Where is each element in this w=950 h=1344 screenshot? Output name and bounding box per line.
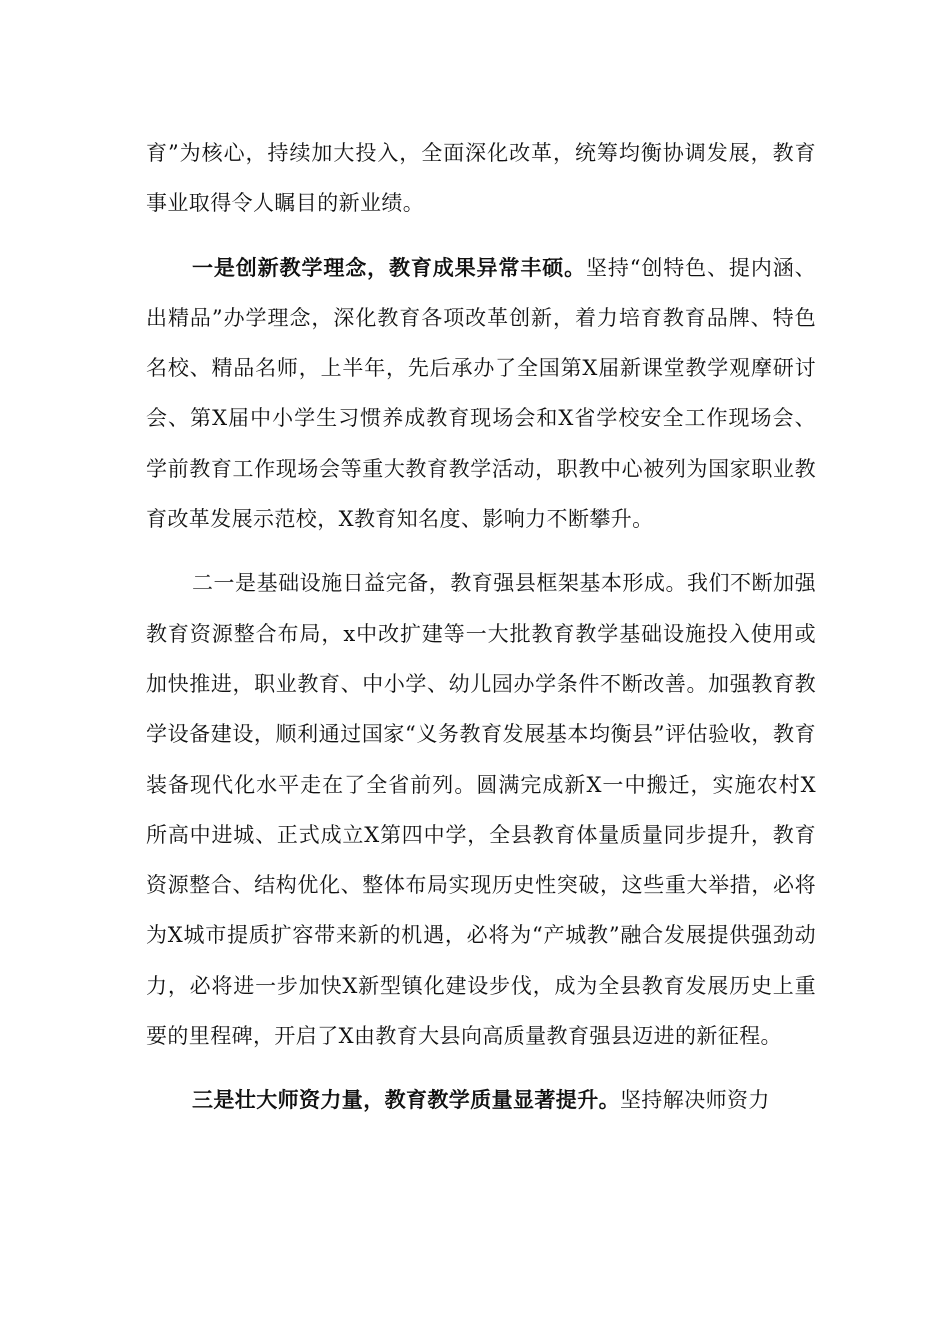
paragraph-teaching-concept — [146, 243, 816, 545]
paragraph-infrastructure — [146, 558, 816, 1061]
paragraph-continuation — [146, 128, 816, 229]
paragraph-teaching-staff — [146, 1075, 816, 1125]
paragraph-text: 二一是基础设施日益完备，教育强县框架基本形成。我们不断加强教育资源整合布局，x中改扩建等一大批教育教学基础设施投入使用或加快推进，职业教育、中小学、幼儿园办学条件不断改善。加强教育教学设备建设，顺利通过国家“义务教育发展基本均衡县”评估验收，教育装备现代化水平走在了全省前列。圆满完成新X一中搬迁，实施农村X所高中进城、正式成立X第四中学，全县教育体量质量同步提升，教育资源整合、结构优化、整体布局实现历史性突破，这些重大举措，必将为X城市提质扩容带来新的机遇，必将为“产城教”融合发展提供强劲动力，必将进一步加快X新型镇化建设步伐，成为全县教育发展历史上重要的里程碑，开启了X由教育大县向高质量教育强县迈进的新征程。 — [146, 571, 816, 1049]
document-body — [146, 128, 816, 1126]
paragraph-text: 育”为核心，持续加大投入，全面深化改革，统筹均衡协调发展，教育事业取得令人瞩目的新业绩。 — [146, 141, 816, 216]
paragraph-lead-heading: 三是壮大师资力量，教育教学质量显著提升。 — [192, 1087, 620, 1113]
paragraph-text: 坚持解决师资力 — [620, 1088, 770, 1113]
paragraph-lead-heading: 一是创新教学理念，教育成果异常丰硕。 — [192, 254, 586, 280]
paragraph-text: 坚持“创特色、提内涵、出精品”办学理念，深化教育各项改革创新，着力培育教育品牌、特色名校、精品名师，上半年，先后承办了全国第X届新课堂教学观摩研讨会、第X届中小学生习惯养成教育现场会和X省学校安全工作现场会、学前教育工作现场会等重大教育教学活动，职教中心被列为国家职业教育改革发展示范校，X教育知名度、影响力不断攀升。 — [146, 255, 816, 532]
